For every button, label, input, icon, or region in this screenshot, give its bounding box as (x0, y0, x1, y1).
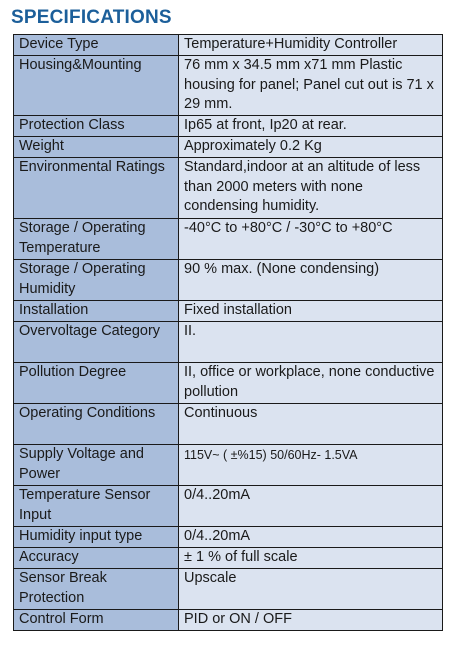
row-value: Ip65 at front, Ip20 at rear. (179, 116, 443, 137)
table-row (14, 301, 443, 322)
row-value: Temperature+Humidity Controller (179, 35, 443, 56)
row-value: PID or ON / OFF (179, 610, 443, 631)
row-label: Environmental Ratings (14, 158, 179, 219)
row-value: Upscale (179, 569, 443, 610)
page-title: SPECIFICATIONS (11, 7, 172, 28)
table-row (14, 260, 443, 301)
row-value: Continuous (179, 404, 443, 445)
row-label: Device Type (14, 35, 179, 56)
row-value: Standard,indoor at an altitude of less than 2000 meters with none condensing humidity. (179, 158, 443, 219)
row-value: 0/4..20mA (179, 527, 443, 548)
table-row (14, 116, 443, 137)
table-row (14, 35, 443, 56)
table-row (14, 445, 443, 486)
table-row (14, 137, 443, 158)
table-row (14, 569, 443, 610)
table-row (14, 363, 443, 404)
row-label: Installation (14, 301, 179, 322)
row-value: Approximately 0.2 Kg (179, 137, 443, 158)
row-label: Humidity input type (14, 527, 179, 548)
row-value: 76 mm x 34.5 mm x71 mm Plastic housing for panel; Panel cut out is 71 x 29 mm. (179, 56, 443, 116)
row-label: Accuracy (14, 548, 179, 569)
row-label: Overvoltage Category (14, 322, 179, 363)
row-label: Housing&Mounting (14, 56, 179, 116)
table-row (14, 158, 443, 219)
table-row (14, 219, 443, 260)
row-value: 0/4..20mA (179, 486, 443, 527)
row-value: II, office or workplace, none conductive pollution (179, 363, 443, 404)
row-label: Supply Voltage and Power (14, 445, 179, 486)
row-label: Temperature Sensor Input (14, 486, 179, 527)
row-value: 90 % max. (None condensing) (179, 260, 443, 301)
row-value: ± 1 % of full scale (179, 548, 443, 569)
row-label: Weight (14, 137, 179, 158)
table-row (14, 610, 443, 631)
row-label: Control Form (14, 610, 179, 631)
row-value: II. (179, 322, 443, 363)
row-label: Sensor Break Protection (14, 569, 179, 610)
specifications-table (13, 34, 443, 631)
table-row (14, 322, 443, 363)
row-value: Fixed installation (179, 301, 443, 322)
row-label: Storage / Operating Temperature (14, 219, 179, 260)
row-label: Operating Conditions (14, 404, 179, 445)
table-row (14, 527, 443, 548)
table-row (14, 486, 443, 527)
row-label: Protection Class (14, 116, 179, 137)
row-label: Pollution Degree (14, 363, 179, 404)
row-label: Storage / Operating Humidity (14, 260, 179, 301)
table-row (14, 548, 443, 569)
row-value: 115V~ ( ±%15) 50/60Hz- 1.5VA (179, 445, 443, 486)
table-row (14, 404, 443, 445)
row-value: -40°C to +80°C / -30°C to +80°C (179, 219, 443, 260)
table-row (14, 56, 443, 116)
